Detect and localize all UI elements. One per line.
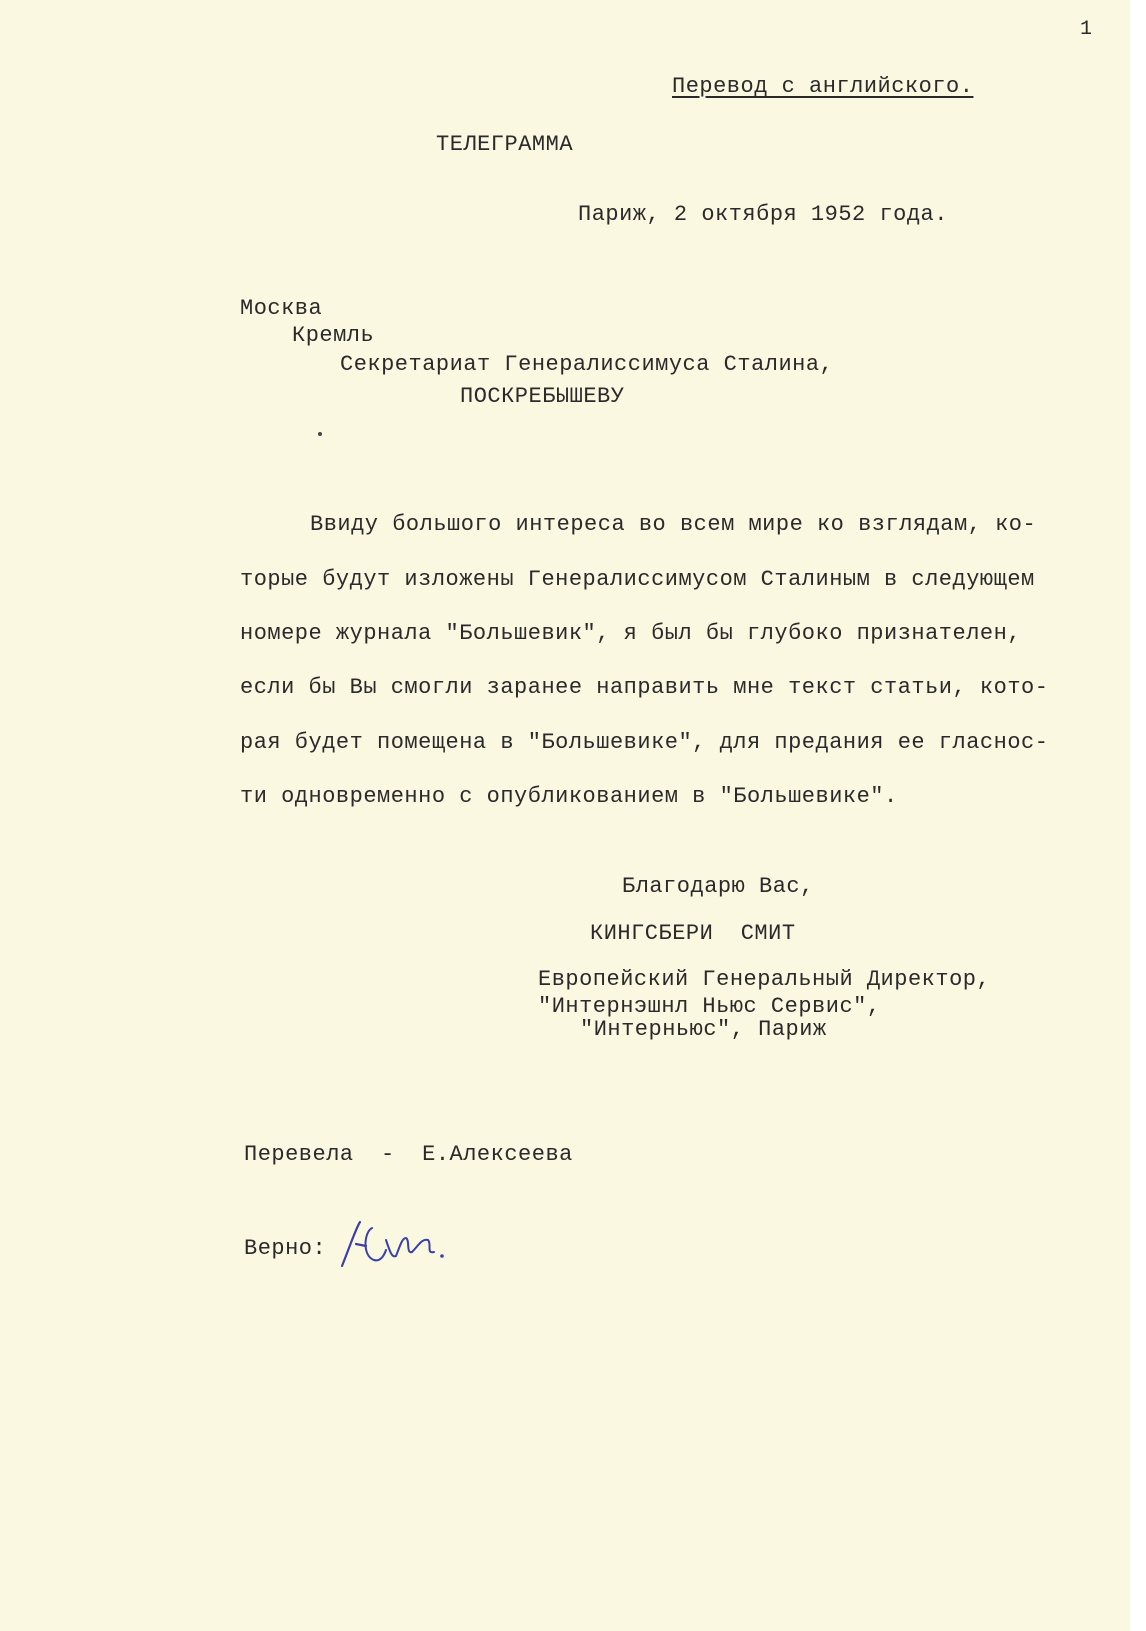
handwritten-signature [336,1216,456,1276]
body-line: торые будут изложены Генералиссимусом Сталиным в следующем [240,567,1035,592]
sender-position: Европейский Генеральный Директор, [538,967,991,992]
translation-note: Перевод с английского. [672,74,974,99]
body-line: рая будет помещена в "Большевике", для предания ее гласнос- [240,730,1049,755]
body-line: номере журнала "Большевик", я был бы глубоко признателен, [240,621,1022,646]
page-edge [1130,0,1146,1631]
certified-label: Верно: [244,1236,327,1261]
translated-by: Перевела - Е.Алексеева [244,1142,573,1167]
body-line: Ввиду большого интереса во всем мире ко взглядам, ко- [310,512,1037,537]
sender-name: КИНГСБЕРИ СМИТ [590,921,796,946]
address-office: Секретариат Генералиссимуса Сталина, [340,352,834,377]
ink-speck [318,432,322,436]
sender-agency: "Интерньюс", Париж [580,1017,827,1042]
body-line: если бы Вы смогли заранее направить мне текст статьи, кото- [240,675,1049,700]
page-number: 1 [1080,18,1093,41]
address-recipient: ПОСКРЕБЫШЕВУ [460,384,625,409]
sender-organization: "Интернэшнл Ньюс Сервис", [538,994,881,1019]
document-title: ТЕЛЕГРАММА [436,132,574,157]
closing-thanks: Благодарю Вас, [622,874,814,899]
body-line: ти одновременно с опубликованием в "Большевике". [240,784,898,809]
address-city: Москва [240,296,323,321]
address-place: Кремль [292,323,375,348]
place-date: Париж, 2 октября 1952 года. [578,202,948,227]
